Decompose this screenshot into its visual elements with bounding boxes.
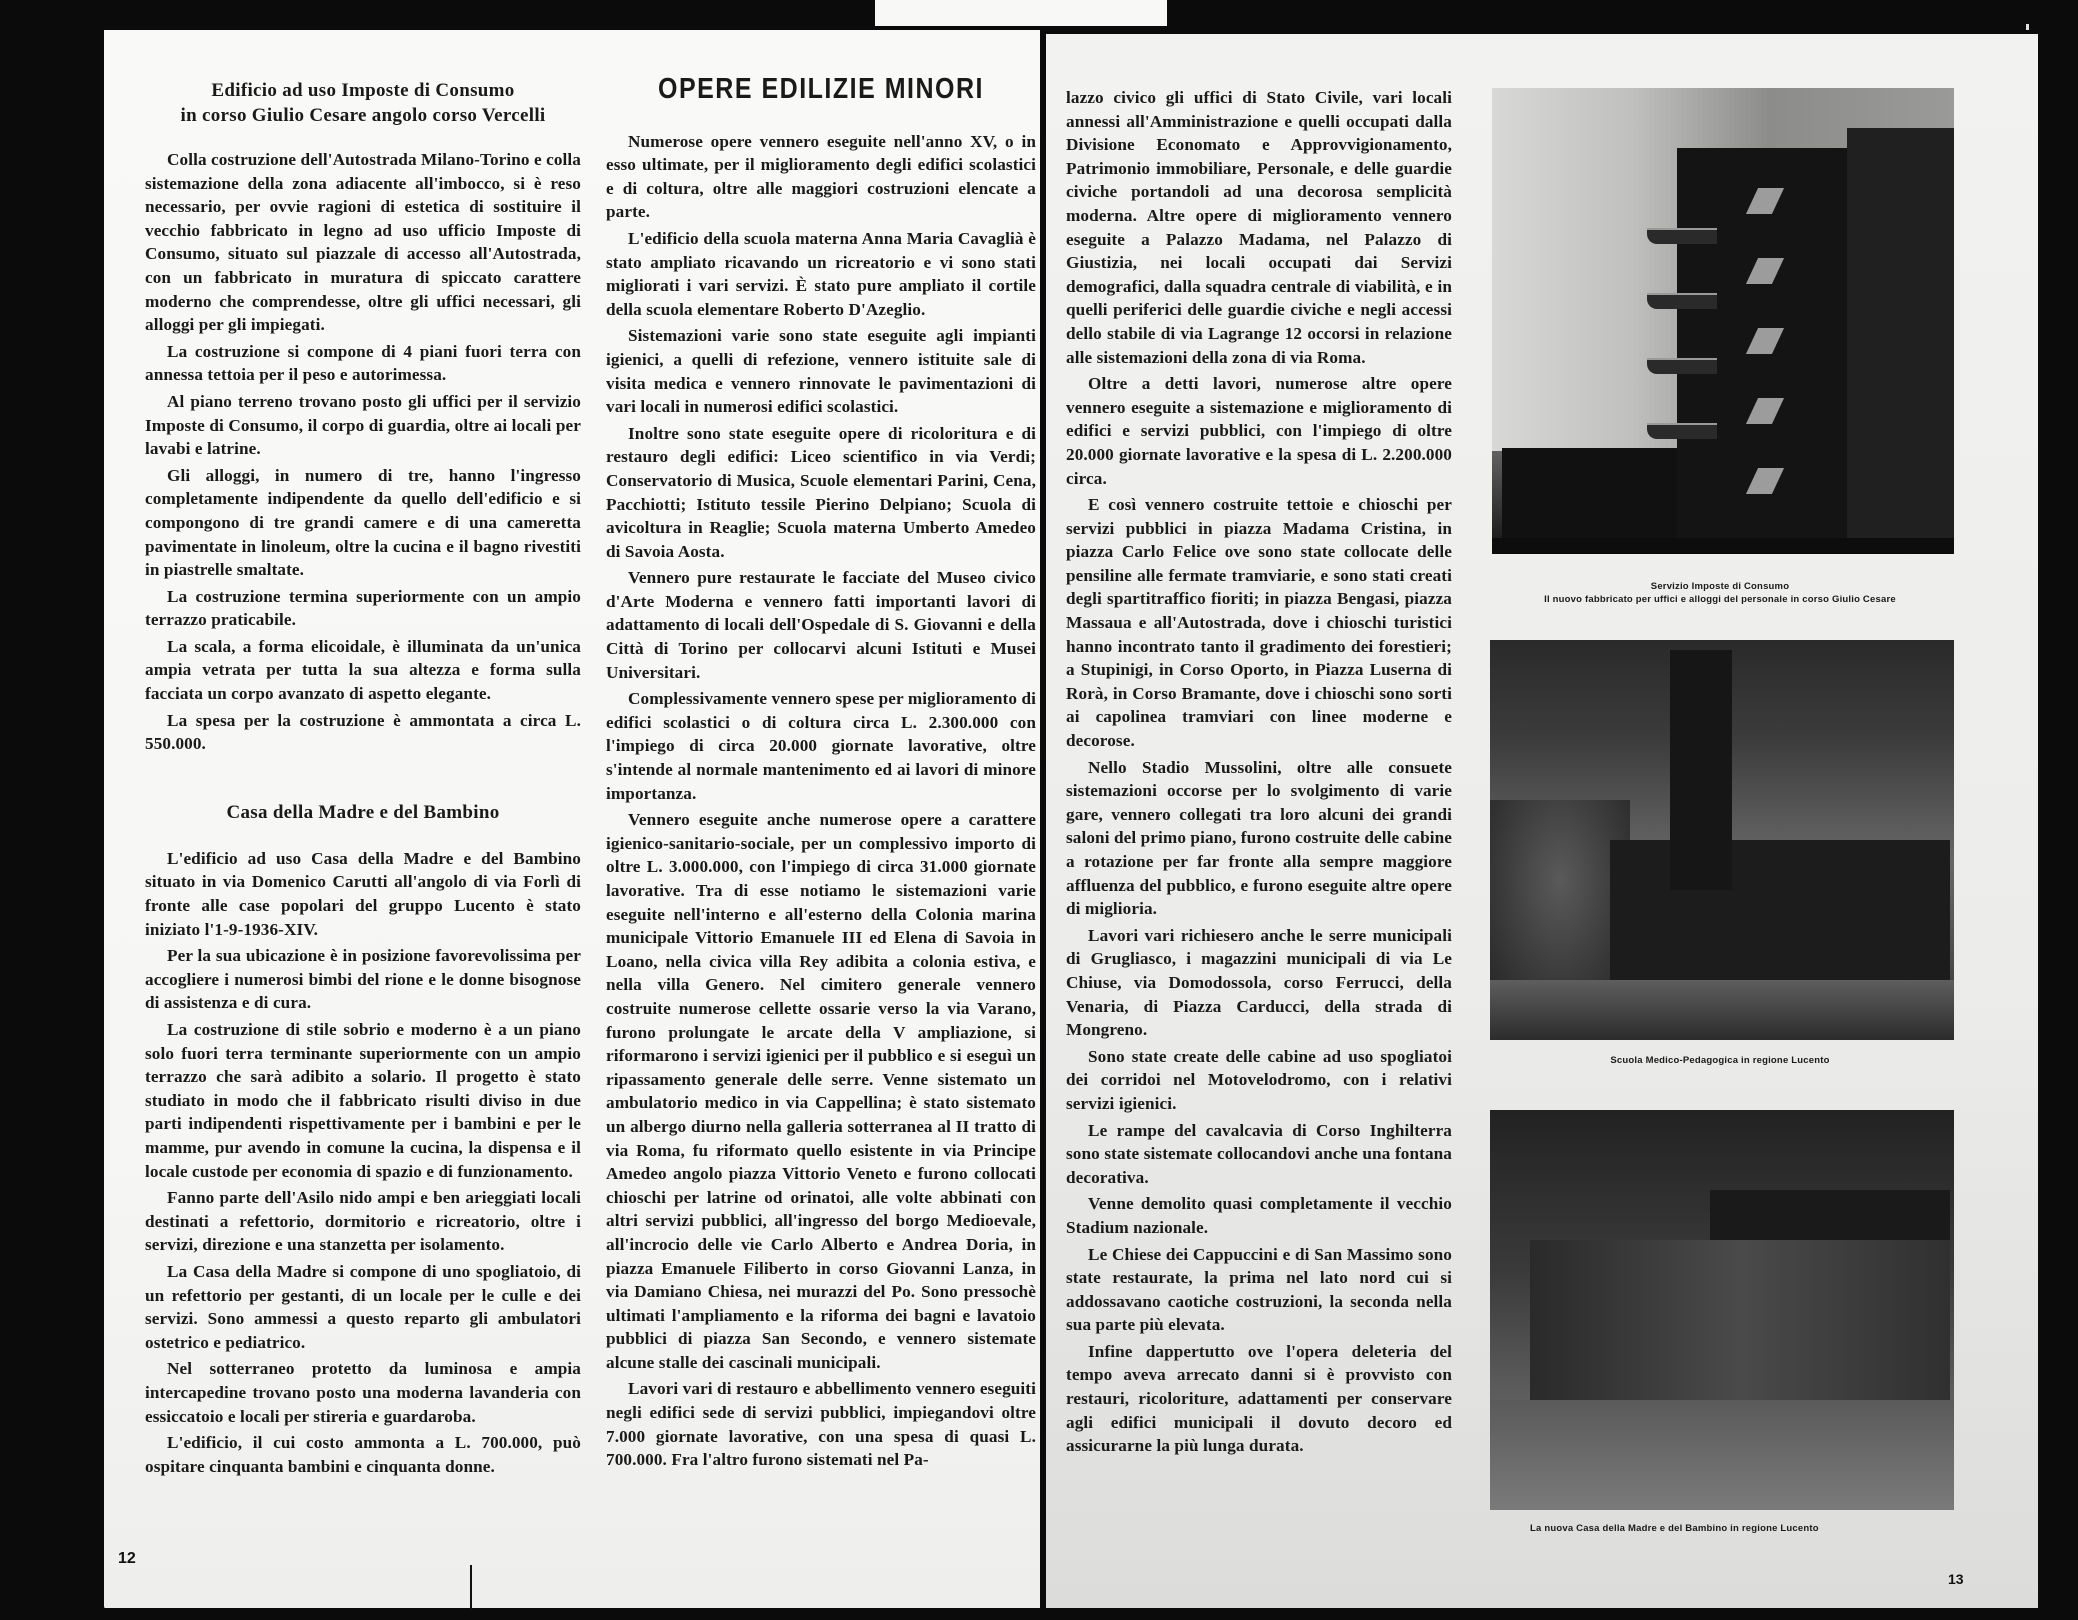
paragraph: La spesa per la costruzione è ammontata a circa L. 550.000. [145,710,581,754]
paragraph: Venne demolito quasi completamente il vecchio Stadium nazionale. [1066,1194,1452,1237]
section-heading-casa-madre: Casa della Madre e del Bambino [226,801,500,823]
scan-mark [470,1565,472,1610]
left-column-2 [606,72,1036,1472]
paragraph: Nello Stadio Mussolini, oltre alle consuete sistemazioni occorse per lo svolgimento di varie gare, vennero collegati tra loro alcuni dei grandi saloni del primo piano, furono costruite delle cabine a rotazione per far fronte alla sempre maggiore affluenza del pubblico, e furono eseguite altre opere di miglioria. [1066,757,1452,919]
paragraph: Oltre a detti lavori, numerose altre opere vennero eseguite a sistemazione e miglioramento di edifici e servizi pubblici, con l'impiego di oltre 20.000 giornate lavorative e la spesa di L. 2.200.000 circa. [1066,374,1452,488]
paragraph: La costruzione si compone di 4 piani fuori terra con annessa tettoia per il peso e autorimessa. [145,341,581,385]
paragraph: E così vennero costruite tettoie e chioschi per servizi pubblici in piazza Madama Cristina, in piazza Carlo Felice ove sono state collocate delle pensiline alle fermate tramviarie, e sono stati creati degli spartitraffico fioriti; in piazza Bengasi, piazza Massaua e all'Autostrada, dove i chioschi turistici hanno incontrato tanto il gradimento dei forestieri; a Stupinigi, in Corso Oporto, in Piazza Luserna di Rorà, in Corso Bramante, dove i chioschi sono sorti ai capolinea tramviari con linee moderne e decorose. [1066,495,1452,751]
paragraph: L'edificio della scuola materna Anna Maria Cavaglià è stato ampliato ricavando un ricreatorio e vi sono stati migliorati i vari servizi. È stato pure ampliato il cortile della scuola elementare Roberto D'Azeglio. [606,228,1036,319]
left-column-1 [145,78,581,1478]
paragraph: Colla costruzione dell'Autostrada Milano-Torino e colla sistemazione della zona adiacente all'imbocco, si è reso necessario, per ovvie ragioni di estetica di sostituire il vecchio fabbricato in legno ad uso ufficio Imposte di Consumo, situato sul piazzale di accesso all'Autostrada, con un fabbricato in muratura di spiccato carattere moderno che comprendesse, oltre gli uffici necessari, gli alloggi per gli impiegati. [145,150,582,335]
paragraph: La costruzione di stile sobrio e moderno è a un piano solo fuori terra terminante superiormente con un ampio terrazzo che sarà adibito a solario. Il progetto è stato studiato in modo che il fabbricato risulti diviso in due parti indipendenti rispettivamente per i bambini e per le mamme, pur avendo in comune la cucina, la dispensa e il locale custode per economia di spazio e di funzionamento. [145,1020,581,1181]
paragraph: lazzo civico gli uffici di Stato Civile, vari locali annessi all'Amministrazione e quelli occupati dalla Divisione Economato e Approvvigionamento, Patrimonio immobiliare, Personale, e delle guardie civiche portandoli ad una decorosa semplicità moderna. Altre opere di miglioramento vennero eseguite a Palazzo Madama, nel Palazzo di Giustizia, nei locali occupati dai Servizi demografici, dalla squadra centrale di viabilità, e in quelli periferici delle guardie civiche e negli accessi dello stabile di via Lagrange 12 occorsi in relazione alle sistemazioni della zona di via Roma. [1066,88,1452,367]
page-number-right: 13 [1948,1571,1964,1587]
paragraph: Fanno parte dell'Asilo nido ampi e ben arieggiati locali destinati a refettorio, dormitorio e ricreatorio, oltre i servizi, direzione e una stanzetta per isolamento. [145,1188,581,1255]
paragraph: Sono state create delle cabine ad uso spogliatoi dei corridoi nel Motovelodromo, con i relativi servizi igienici. [1066,1046,1452,1113]
paragraph: Complessivamente vennero spese per miglioramento di edifici scolastici o di coltura circa L. 2.300.000 con l'impiego di circa 20.000 giornate lavorative, oltre s'intende al normale mantenimento ed ai lavori di minore importanza. [606,689,1036,803]
paragraph: Le Chiese dei Cappuccini e di San Massimo sono state restaurate, la prima nel lato nord cui si addossavano caotiche costruzioni, la seconda nella sua parte più elevata. [1066,1244,1452,1335]
paragraph: Nel sotterraneo protetto da luminosa e ampia intercapedine trovano posto una moderna lavanderia con essiccatoio e locali per stireria e guardaroba. [145,1359,581,1426]
paragraph: La costruzione termina superiormente con un ampio terrazzo praticabile. [145,586,581,630]
section-heading-imposte: Edificio ad uso Imposte di Consumo in corso Giulio Cesare angolo corso Vercelli [180,80,546,126]
modernist-office-building-photo [1492,88,1954,554]
photo-caption: Servizio Imposte di Consumo Il nuovo fabbricato per uffici e alloggi del personale in corso Giulio Cesare [1544,581,1896,605]
bottom-scan-edge [104,1608,2044,1620]
paragraph: L'edificio, il cui costo ammonta a L. 700.000, può ospitare cinquanta bambini e cinquanta donne. [145,1433,581,1476]
maternity-house-photo [1490,1110,1954,1510]
article-title: OPERE EDILIZIE MINORI [658,72,984,105]
paragraph: Vennero pure restaurate le facciate del Museo civico d'Arte Moderna e vennero fatti importanti lavori di adattamento di locali dell'Ospedale di S. Giovanni e della Città di Torino per collocarvi alcuni Istituti e Musei Universitari. [606,568,1036,682]
paragraph: L'edificio ad uso Casa della Madre e del Bambino situato in via Domenico Carutti all'angolo di via Forlì di fronte alle case popolari del gruppo Lucento è stato iniziato l'1-9-1936-XIV. [145,848,581,939]
paragraph: La scala, a forma elicoidale, è illuminata da un'unica ampia vetrata per tutta la sua altezza e forma sulla facciata un corpo avanzato di aspetto elegante. [145,636,581,704]
paragraph: Numerose opere vennero eseguite nell'anno XV, o in esso ultimate, per il miglioramento degli edifici scolastici e di coltura, oltre alle maggiori costruzioni elencate a parte. [606,131,1036,222]
paragraph: Vennero eseguite anche numerose opere a carattere igienico-sanitario-sociale, per un complessivo importo di oltre L. 3.000.000, con l'impiego di circa 31.000 giornate lavorative. Tra di esse notiamo le sistemazioni varie eseguite nell'interno e all'esterno della Colonia marina municipale Vittorio Emanuele III ed Elena di Savoia in Loano, nella civica villa Rey adibita a colonia estiva, e nella villa Genero. Nel cimitero generale vennero costruite numerose cellette ossarie verso la via Varano, furono prolungate le arcate della V ampliazione, si riformarono i servizi igienici per il pubblico e si eseguì un ripassamento generale delle serre. Venne sistemato un ambulatorio medico in via Cappellina; è stato sistemato un albergo diurno nella galleria sotterranea al II tratto di via Roma, fu riformato quello esistente in via Principe Amedeo angolo piazza Vittorio Veneto e furono collocati chioschi per latrine od orinatoi, alle volte abbinati con altri servizi pubblici, all'ingresso del borgo Medioevale, all'incrocio delle vie Carlo Alberto e Andrea Doria, in piazza Emanuele Filiberto in corso Giovanni Lanza, in via Damiano Chiesa, nei murazzi del Po. Sono pressochè ultimati l'ampliamento e la riforma dei bagni e lavatoio pubblici di piazza San Secondo, e vennero sistemate alcune stalle dei cascinali municipali. [606,810,1036,1372]
paragraph: Infine dappertutto ove l'opera deleteria del tempo aveva arrecato danni si è provvisto con restauri, ricoloriture, adattamenti per conservare agli edifici municipali il dovuto decoro ed assicurarne la più lunga durata. [1066,1341,1452,1456]
paragraph: Inoltre sono state eseguite opere di ricoloritura e di restauro degli edifici: Liceo scientifico in via Verdi; Conservatorio di Musica, Scuole elementari Parini, Cena, Pacchiotti; Istituto tessile Pierino Delpiano; Scuola di avicoltura in Reaglie; Scuola materna Umberto Amedeo di Savoia Aosta. [606,423,1036,561]
paragraph: Sistemazioni varie sono state eseguite agli impianti igienici, a quelli di refezione, vennero istituite sale di visita medica e vennero rinnovate le pavimentazioni di vari locali in numerosi edifici scolastici. [606,326,1036,417]
scan-mark [2026,24,2029,30]
right-scan-edge [2040,0,2078,1620]
paragraph: Al piano terreno trovano posto gli uffici per il servizio Imposte di Consumo, il corpo di guardia, oltre ai locali per lavabi e latrine. [145,391,581,459]
paragraph: Lavori vari di restauro e abbellimento vennero eseguiti negli edifici sede di servizi pubblici, impiegandovi oltre 7.000 giornate lavorative, con una spesa di quasi L. 700.000. Fra l'altro furono sistemati nel Pa- [606,1379,1036,1470]
photo-caption: Scuola Medico-Pedagogica in regione Lucento [1610,1055,1830,1066]
page-gutter [1040,30,1046,1620]
paragraph: Per la sua ubicazione è in posizione favorevolissima per accogliere i numerosi bimbi del rione e le donne bisognose di assistenza e di cura. [145,946,581,1013]
right-column [1066,86,1452,1458]
paragraph: Gli alloggi, in numero di tre, hanno l'ingresso completamente indipendente da quello dell'edificio e si compongono di tre grandi camere e di una cameretta pavimentate in linoleum, oltre la cucina e il bagno rivestiti in piastrelle smaltate. [145,465,581,580]
page-number-left: 12 [118,1550,136,1567]
school-building-photo [1490,640,1954,1040]
top-scan-notch [875,0,1167,26]
paragraph: Le rampe del cavalcavia di Corso Inghilterra sono state sistemate collocandovi anche una fontana decorativa. [1066,1120,1452,1187]
paragraph: La Casa della Madre si compone di uno spogliatoio, di un refettorio per gestanti, di un locale per le culle e dei servizi. Sono ammessi a questo reparto gli ambulatori ostetrico e pediatrico. [145,1261,581,1352]
paragraph: Lavori vari richiesero anche le serre municipali di Grugliasco, i magazzini municipali di via Le Chiuse, via Domodossola, corso Ferrucci, della Venaria, di Piazza Carducci, della strada di Mongreno. [1066,925,1452,1040]
photo-caption: La nuova Casa della Madre e del Bambino in regione Lucento [1530,1523,1819,1534]
